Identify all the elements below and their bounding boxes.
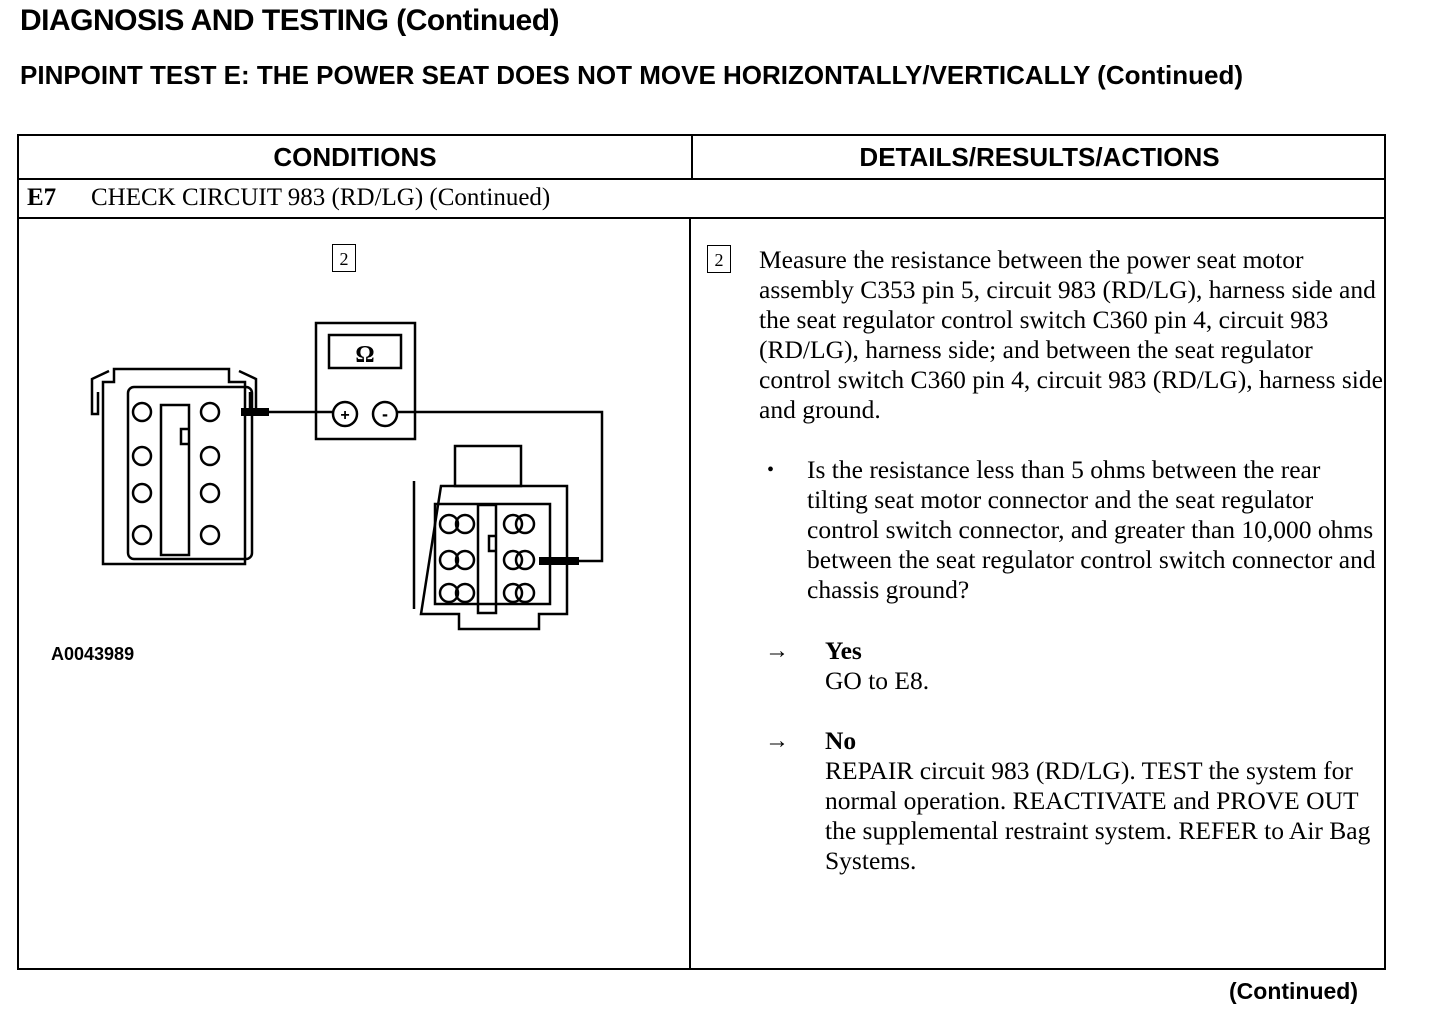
test-question: Is the resistance less than 5 ohms between the rear tilting seat motor connector and the seat regulator control switch connector, and greater than 10,000 ohms between the seat regulator control switch connector and chassis ground?: [807, 455, 1376, 604]
column-divider: [689, 219, 691, 970]
yes-action: GO to E8.: [825, 666, 930, 695]
bullet-icon: •: [767, 459, 775, 481]
no-arrow-icon: →: [765, 728, 789, 754]
c353-pins: [133, 403, 219, 544]
pinpoint-test-table: [17, 134, 1386, 970]
details-step-number: 2: [707, 245, 731, 273]
switch-connector-c360: [414, 446, 567, 629]
diagram-svg: [19, 219, 689, 970]
wiring-diagram: [19, 219, 689, 970]
column-header-conditions: CONDITIONS: [19, 136, 693, 178]
step-row: [19, 180, 1384, 219]
pinpoint-test-title: PINPOINT TEST E: THE POWER SEAT DOES NOT MOVE HORIZONTALLY/VERTICALLY (Continued): [20, 60, 1244, 90]
plus-terminal-label: +: [340, 407, 350, 424]
no-action: REPAIR circuit 983 (RD/LG). TEST the system for normal operation. REACTIVATE and PROVE OUT the supplemental restraint system. REFER to Air Bag Systems.: [825, 756, 1371, 875]
page-heading: DIAGNOSIS AND TESTING (Continued): [20, 4, 560, 37]
measurement-instruction: Measure the resistance between the power seat motor assembly C353 pin 5, circuit 983 (RD/LG), harness side and the seat regulator control switch C360 pin 4, circuit 983 (RD/LG), harness side; and between the seat regulator control switch C360 pin 4, circuit 983 (RD/LG), harness side and ground.: [759, 245, 1383, 424]
yes-arrow-icon: →: [765, 638, 789, 664]
motor-connector-c353: [92, 369, 256, 564]
ohm-symbol: Ω: [355, 342, 375, 368]
table-header-row: [19, 136, 1384, 180]
figure-id: A0043989: [51, 644, 135, 664]
no-result: [825, 726, 1385, 876]
continued-footer: (Continued): [1229, 978, 1359, 1004]
ohmmeter: [316, 323, 415, 439]
diagram-step-number: 2: [332, 244, 356, 272]
step-id: E7: [27, 184, 57, 211]
probe-tip-c353: [241, 408, 269, 416]
c360-pins: [440, 515, 534, 602]
no-label: No: [825, 726, 857, 755]
minus-terminal-label: -: [382, 404, 388, 424]
details-panel: [759, 245, 1389, 875]
step-title: CHECK CIRCUIT 983 (RD/LG) (Continued): [91, 184, 551, 211]
probe-tip-c360: [539, 557, 579, 565]
column-header-details: DETAILS/RESULTS/ACTIONS: [859, 142, 1220, 172]
yes-label: Yes: [825, 636, 862, 665]
yes-result: [825, 636, 1385, 696]
